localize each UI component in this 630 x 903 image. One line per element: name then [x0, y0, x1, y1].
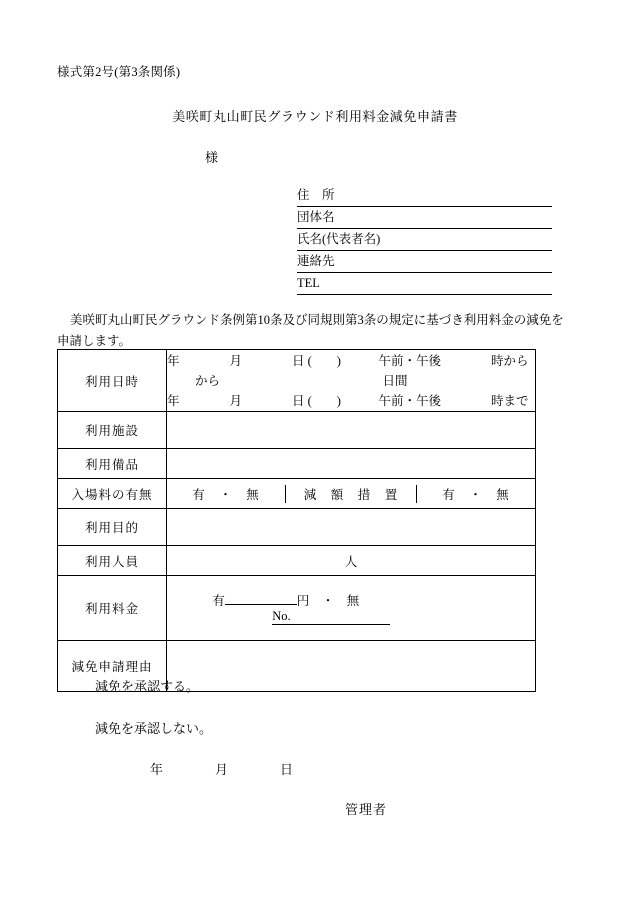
- row-value-admission: [167, 479, 536, 509]
- applicant-field-address[interactable]: [297, 185, 552, 207]
- reduction-choice[interactable]: 有 ・ 無: [442, 487, 510, 502]
- applicant-field-name[interactable]: [297, 229, 552, 251]
- intro-paragraph: 美咲町丸山町民グラウンド条例第10条及び同規則第3条の規定に基づき利用料金の減免を申請します。: [57, 313, 564, 348]
- row-label-purpose: 利用目的: [58, 509, 167, 546]
- signature-date-line[interactable]: 年 月 日: [150, 762, 294, 777]
- table-row-equipment: [58, 449, 536, 479]
- row-value-reason[interactable]: [167, 641, 536, 692]
- applicant-field-tel-label: TEL: [297, 276, 320, 290]
- row-value-fee[interactable]: [167, 576, 536, 641]
- row-label-admission: 入場料の有無: [58, 479, 167, 509]
- row-label-facility: 利用施設: [58, 412, 167, 449]
- fee-no-label: No.: [272, 609, 291, 623]
- applicant-field-organization-label: 団体名: [297, 210, 335, 224]
- applicant-field-name-label: 氏名(代表者名): [297, 232, 381, 246]
- fee-prefix: 有: [212, 594, 225, 608]
- manager-label: 管理者: [345, 802, 388, 817]
- application-table: [57, 349, 536, 692]
- addressee-label: 様: [205, 150, 219, 165]
- table-row-fee: [58, 576, 536, 641]
- table-row-people: [58, 546, 536, 576]
- table-row-purpose: [58, 509, 536, 546]
- row-label-people: 利用人員: [58, 546, 167, 576]
- row-value-people[interactable]: 人: [167, 546, 536, 576]
- use-datetime-line-2: から 日間: [195, 374, 408, 388]
- use-datetime-line-1: 年 月 日 ( ) 午前・午後 時から: [167, 354, 529, 368]
- applicant-info-block: [297, 185, 552, 295]
- row-value-equipment[interactable]: [167, 449, 536, 479]
- applicant-field-organization[interactable]: [297, 207, 552, 229]
- table-row-admission: [58, 479, 536, 509]
- row-value-purpose[interactable]: [167, 509, 536, 546]
- applicant-field-contact[interactable]: [297, 251, 552, 273]
- row-label-fee: 利用料金: [58, 576, 167, 641]
- fee-amount-input[interactable]: [225, 604, 297, 605]
- table-row-use-datetime: [58, 350, 536, 412]
- applicant-field-contact-label: 連絡先: [297, 254, 335, 268]
- fee-unit: 円 ・ 無: [296, 594, 360, 608]
- admission-sublabel: 減 額 措 置: [286, 485, 417, 503]
- use-datetime-line-3: 年 月 日 ( ) 午前・午後 時まで: [167, 394, 529, 408]
- applicant-field-address-label: 住 所: [297, 188, 335, 202]
- row-label-equipment: 利用備品: [58, 449, 167, 479]
- approval-deny-text: 減免を承認しない。: [95, 721, 213, 736]
- fee-no-input[interactable]: [272, 609, 390, 625]
- row-label-use-datetime: 利用日時: [58, 350, 167, 412]
- row-value-use-datetime[interactable]: [167, 350, 536, 412]
- form-number: 様式第2号(第3条関係): [57, 65, 181, 79]
- table-row-facility: [58, 412, 536, 449]
- page-title: 美咲町丸山町民グラウンド利用料金減免申請書: [172, 109, 458, 124]
- applicant-field-tel[interactable]: [297, 273, 552, 295]
- admission-choice[interactable]: 有 ・ 無: [192, 487, 260, 502]
- row-value-facility[interactable]: [167, 412, 536, 449]
- row-label-reason: 減免申請理由: [58, 641, 167, 692]
- approval-approve-text: 減免を承認する。: [95, 679, 200, 694]
